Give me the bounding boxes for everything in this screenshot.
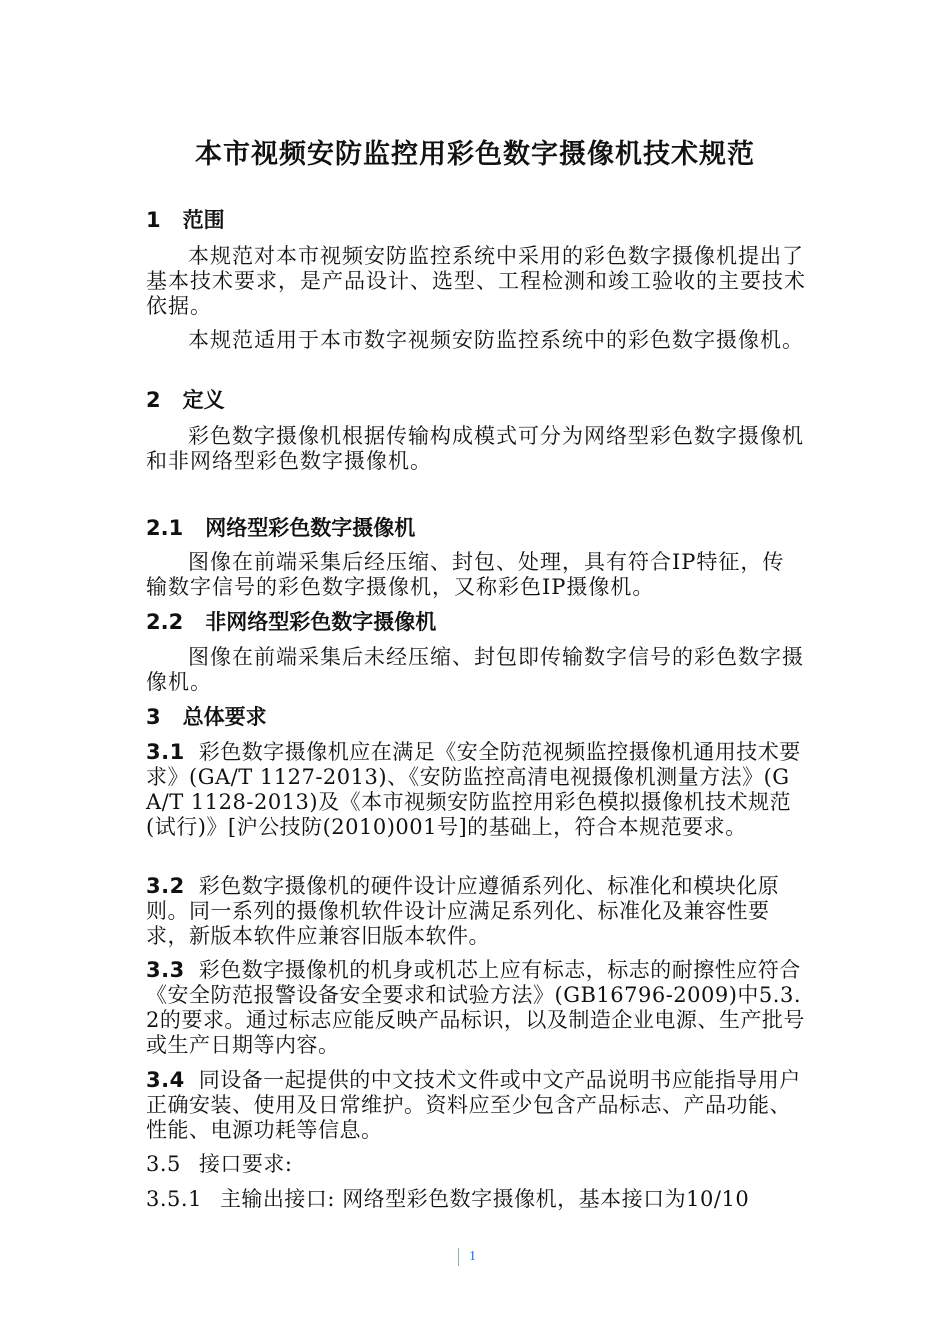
clause-text: 彩色数字摄像机应在满足《安全防范视频监控摄像机通用技术要求》(GA/T 1127-2013)、《安防监控高清电视摄像机测量方法》(GA/T 1128-2013)及《本市视频安防监控用彩色模拟摄像机技术规范(试行)》[沪公技防(2010)001号]的基础上，符合本规范要求。 bbox=[146, 740, 801, 839]
clause-text: 同设备一起提供的中文技术文件或中文产品说明书应能指导用户正确安装、使用及日常维护。资料应至少包含产品标志、产品功能、性能、电源功耗等信息。 bbox=[146, 1068, 801, 1142]
clause-number: 3.1 bbox=[146, 740, 185, 764]
clause-text: 主输出接口: 网络型彩色数字摄像机，基本接口为10/10 bbox=[219, 1187, 750, 1211]
section-2-2-paragraph: 图像在前端采集后未经压缩、封包即传输数字信号的彩色数字摄像机。 bbox=[146, 645, 804, 694]
clause-number: 3.5.1 bbox=[146, 1187, 202, 1211]
clause-3-5-1 bbox=[146, 1187, 806, 1212]
section-title: 网络型彩色数字摄像机 bbox=[205, 516, 416, 540]
clause-3-5 bbox=[146, 1152, 806, 1177]
clause-number: 3.4 bbox=[146, 1068, 185, 1092]
section-number: 2.1 bbox=[146, 516, 184, 540]
clause-text: 彩色数字摄像机的硬件设计应遵循系列化、标准化和模块化原则。同一系列的摄像机软件设计应满足系列化、标准化及兼容性要求，新版本软件应兼容旧版本软件。 bbox=[146, 874, 780, 948]
clause-3-2 bbox=[146, 874, 806, 949]
clause-number: 3.3 bbox=[146, 958, 185, 982]
section-title: 总体要求 bbox=[182, 705, 267, 729]
section-title: 定义 bbox=[182, 388, 225, 412]
section-2-paragraph-1: 彩色数字摄像机根据传输构成模式可分为网络型彩色数字摄像机和非网络型彩色数字摄像机。 bbox=[146, 424, 804, 473]
section-number: 2 bbox=[146, 388, 161, 412]
clause-number: 3.2 bbox=[146, 874, 185, 898]
footer-divider bbox=[458, 1248, 459, 1266]
clause-text: 接口要求: bbox=[198, 1152, 293, 1176]
page-number: 1 bbox=[469, 1249, 476, 1264]
section-number: 3 bbox=[146, 705, 161, 729]
section-1-paragraph-2: 本规范适用于本市数字视频安防监控系统中的彩色数字摄像机。 bbox=[188, 328, 804, 352]
section-number: 1 bbox=[146, 208, 161, 232]
page-footer bbox=[458, 1246, 476, 1268]
document-title: 本市视频安防监控用彩色数字摄像机技术规范 bbox=[195, 139, 755, 170]
section-2-1-heading bbox=[146, 516, 806, 541]
section-2-2-heading bbox=[146, 610, 806, 635]
section-title: 范围 bbox=[182, 208, 225, 232]
section-1-paragraph-1: 本规范对本市视频安防监控系统中采用的彩色数字摄像机提出了基本技术要求，是产品设计、选型、工程检测和竣工验收的主要技术依据。 bbox=[146, 244, 806, 318]
clause-3-1 bbox=[146, 740, 806, 840]
clause-text: 彩色数字摄像机的机身或机芯上应有标志，标志的耐擦性应符合《安全防范报警设备安全要求和试验方法》(GB16796-2009)中5.3.2的要求。通过标志应能反映产品标识，以及制造企业电源、生产批号或生产日期等内容。 bbox=[146, 958, 805, 1057]
section-title: 非网络型彩色数字摄像机 bbox=[205, 610, 437, 634]
section-2-1-paragraph: 图像在前端采集后经压缩、封包、处理，具有符合IP特征，传输数字信号的彩色数字摄像机，又称彩色IP摄像机。 bbox=[146, 550, 785, 599]
section-2-heading bbox=[146, 388, 806, 413]
section-1-heading bbox=[146, 208, 806, 233]
clause-3-3 bbox=[146, 958, 806, 1058]
section-3-heading bbox=[146, 705, 806, 730]
clause-number: 3.5 bbox=[146, 1152, 181, 1176]
clause-3-4 bbox=[146, 1068, 806, 1143]
section-number: 2.2 bbox=[146, 610, 184, 634]
